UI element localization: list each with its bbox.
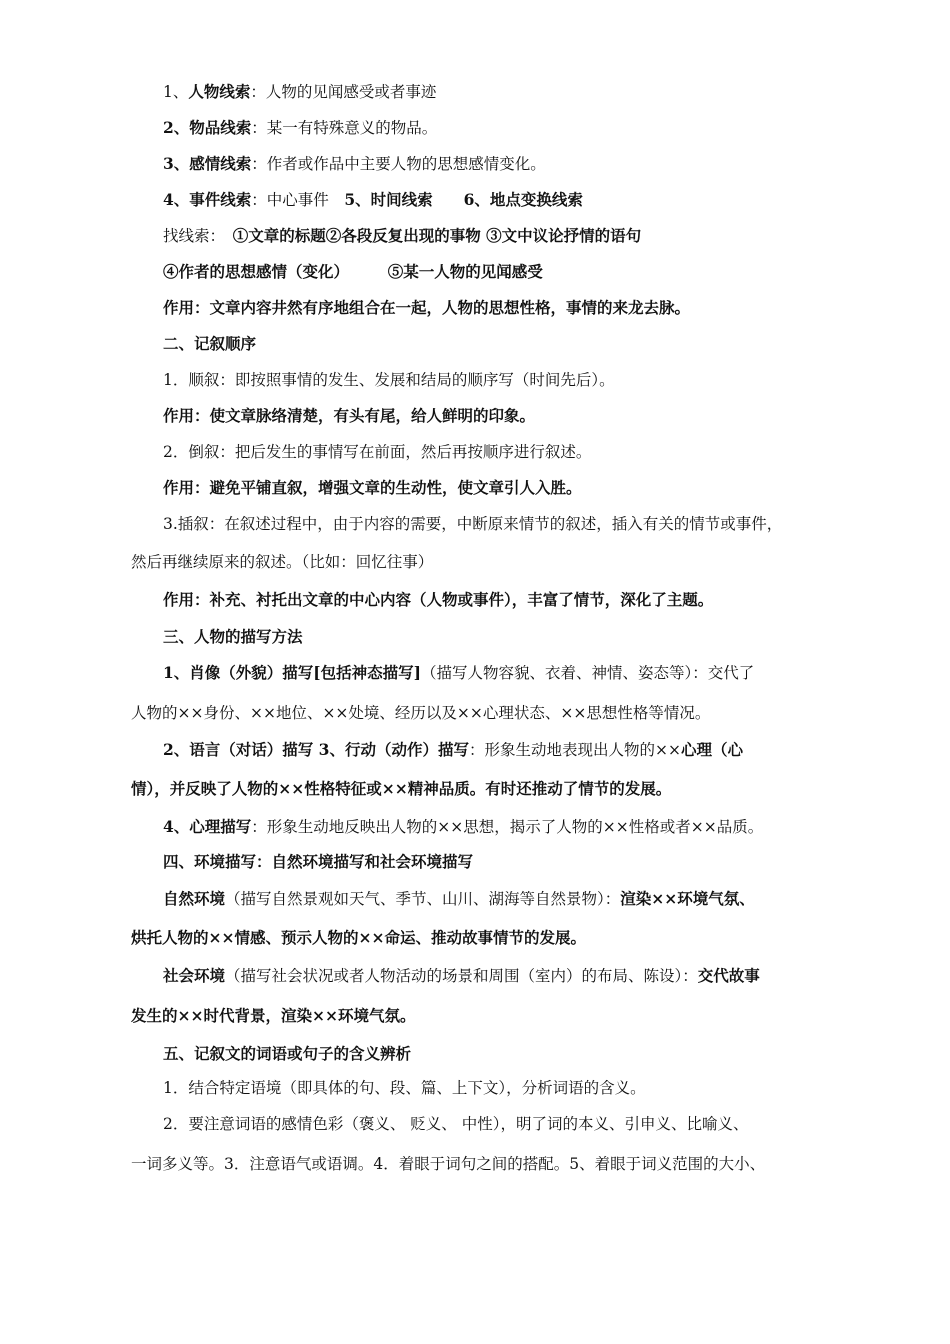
text-segment: 心理（心 [680, 740, 743, 759]
text-segment: 找线索： [163, 227, 233, 245]
text-segment: 一词多义等。3．注意语气或语调。4．着眼于词句之间的搭配。5、着眼于词义范围的大小、 [131, 1155, 766, 1173]
section-heading [163, 333, 256, 355]
text-segment: 作用：补充、衬托出文章的中心内容（人物或事件），丰富了情节，深化了主题。 [163, 590, 714, 609]
text-segment: 1、 [163, 83, 189, 101]
text-segment: 发生的××时代背景，渲染××环境气氛。 [131, 1006, 416, 1025]
text-line [163, 153, 546, 175]
text-segment: 情），并反映了人物的××性格特征或××精神品质。有时还推动了情节的发展。 [131, 779, 672, 798]
text-line [163, 513, 782, 535]
text-line [131, 551, 433, 573]
text-segment: 交代故事 [697, 966, 760, 985]
text-segment: 作用：文章内容井然有序地组合在一起，人物的思想性格，事情的来龙去脉。 [163, 298, 691, 317]
text-segment: 渲染××环境气氛、 [620, 889, 755, 908]
text-segment: 二、记叙顺序 [163, 334, 257, 353]
text-line [163, 589, 713, 611]
text-line [131, 1153, 765, 1175]
text-segment: 三、人物的描写方法 [163, 627, 303, 646]
text-segment: 1．顺叙：即按照事情的发生、发展和结局的顺序写（时间先后）。 [163, 371, 615, 389]
text-segment: 4、心理描写 [163, 817, 252, 836]
text-segment: ：某一有特殊意义的物品。 [251, 119, 438, 137]
text-segment: 4、事件线索 [163, 190, 252, 209]
section-heading [163, 626, 303, 648]
text-segment: 作用：使文章脉络清楚，有头有尾，给人鲜明的印象。 [163, 406, 536, 425]
text-line [163, 477, 582, 499]
text-segment: ：作者或作品中主要人物的思想感情变化。 [251, 155, 546, 173]
text-segment: 人物线索 [188, 82, 251, 101]
text-segment: ：人物的见闻感受或者事迹 [250, 83, 437, 101]
text-segment: 自然环境 [163, 889, 226, 908]
text-segment: 然后再继续原来的叙述。（比如：回忆往事） [131, 553, 434, 571]
text-segment: 3、感情线索 [163, 154, 252, 173]
section-heading [163, 851, 473, 873]
text-line [163, 405, 535, 427]
text-line [163, 225, 641, 247]
text-segment: 1、肖像（外貌）描写[包括神态描写] [163, 663, 421, 682]
text-line [163, 441, 591, 463]
text-line [131, 702, 710, 724]
text-segment: 3.插叙：在叙述过程中，由于内容的需要，中断原来情节的叙述，插入有关的情节或事件， [163, 515, 783, 533]
text-line [163, 189, 583, 211]
text-line [163, 1077, 646, 1099]
text-line [163, 965, 760, 987]
text-segment: ①文章的标题②各段反复出现的事物 ③文中议论抒情的语句 [232, 226, 642, 245]
text-segment: 2．倒叙：把后发生的事情写在前面，然后再按顺序进行叙述。 [163, 443, 592, 461]
text-line [131, 1005, 415, 1027]
text-line [163, 739, 743, 761]
text-segment: 2、语言（对话）描写 3、行动（动作）描写 [163, 740, 469, 759]
text-segment: ：形象生动地反映出人物的××思想，揭示了人物的××性格或者××品质。 [251, 818, 764, 836]
text-line [163, 297, 690, 319]
text-segment: 五、记叙文的词语或句子的含义辨析 [163, 1044, 412, 1063]
text-segment: ：形象生动地表现出人物的×× [468, 741, 681, 759]
text-segment: 烘托人物的××情感、预示人物的××命运、推动故事情节的发展。 [131, 928, 586, 947]
text-line [163, 369, 615, 391]
text-line [163, 1113, 748, 1135]
text-segment: ④作者的思想感情（变化） ⑤某一人物的见闻感受 [163, 262, 543, 281]
text-line [163, 888, 755, 910]
text-segment: 2．要注意词语的感情色彩（褒义、 贬义、 中性），明了词的本义、引申义、比喻义、 [163, 1115, 749, 1133]
text-segment: 人物的××身份、××地位、××处境、经历以及××心理状态、××思想性格等情况。 [131, 704, 711, 722]
text-segment: （描写社会状况或者人物活动的场景和周围（室内）的布局、陈设）： [225, 967, 698, 985]
text-segment: ：中心事件 [251, 191, 345, 209]
text-line [163, 261, 543, 283]
text-line [163, 117, 437, 139]
text-segment: 5、时间线索 6、地点变换线索 [344, 190, 583, 209]
text-line [131, 778, 671, 800]
text-segment: 四、环境描写：自然环境描写和社会环境描写 [163, 852, 474, 871]
text-line [131, 927, 586, 949]
text-line [163, 662, 754, 684]
text-segment: 社会环境 [163, 966, 226, 985]
text-segment: （描写人物容貌、衣着、神情、姿态等）：交代了 [420, 664, 755, 682]
text-segment: 作用：避免平铺直叙，增强文章的生动性，使文章引人入胜。 [163, 478, 582, 497]
text-line [163, 81, 436, 103]
section-heading [163, 1043, 411, 1065]
text-segment: 2、物品线索 [163, 118, 252, 137]
text-segment: 1．结合特定语境（即具体的句、段、篇、上下文），分析词语的含义。 [163, 1079, 646, 1097]
text-line [163, 816, 763, 838]
text-segment: （描写自然景观如天气、季节、山川、湖海等自然景物）： [225, 890, 621, 908]
